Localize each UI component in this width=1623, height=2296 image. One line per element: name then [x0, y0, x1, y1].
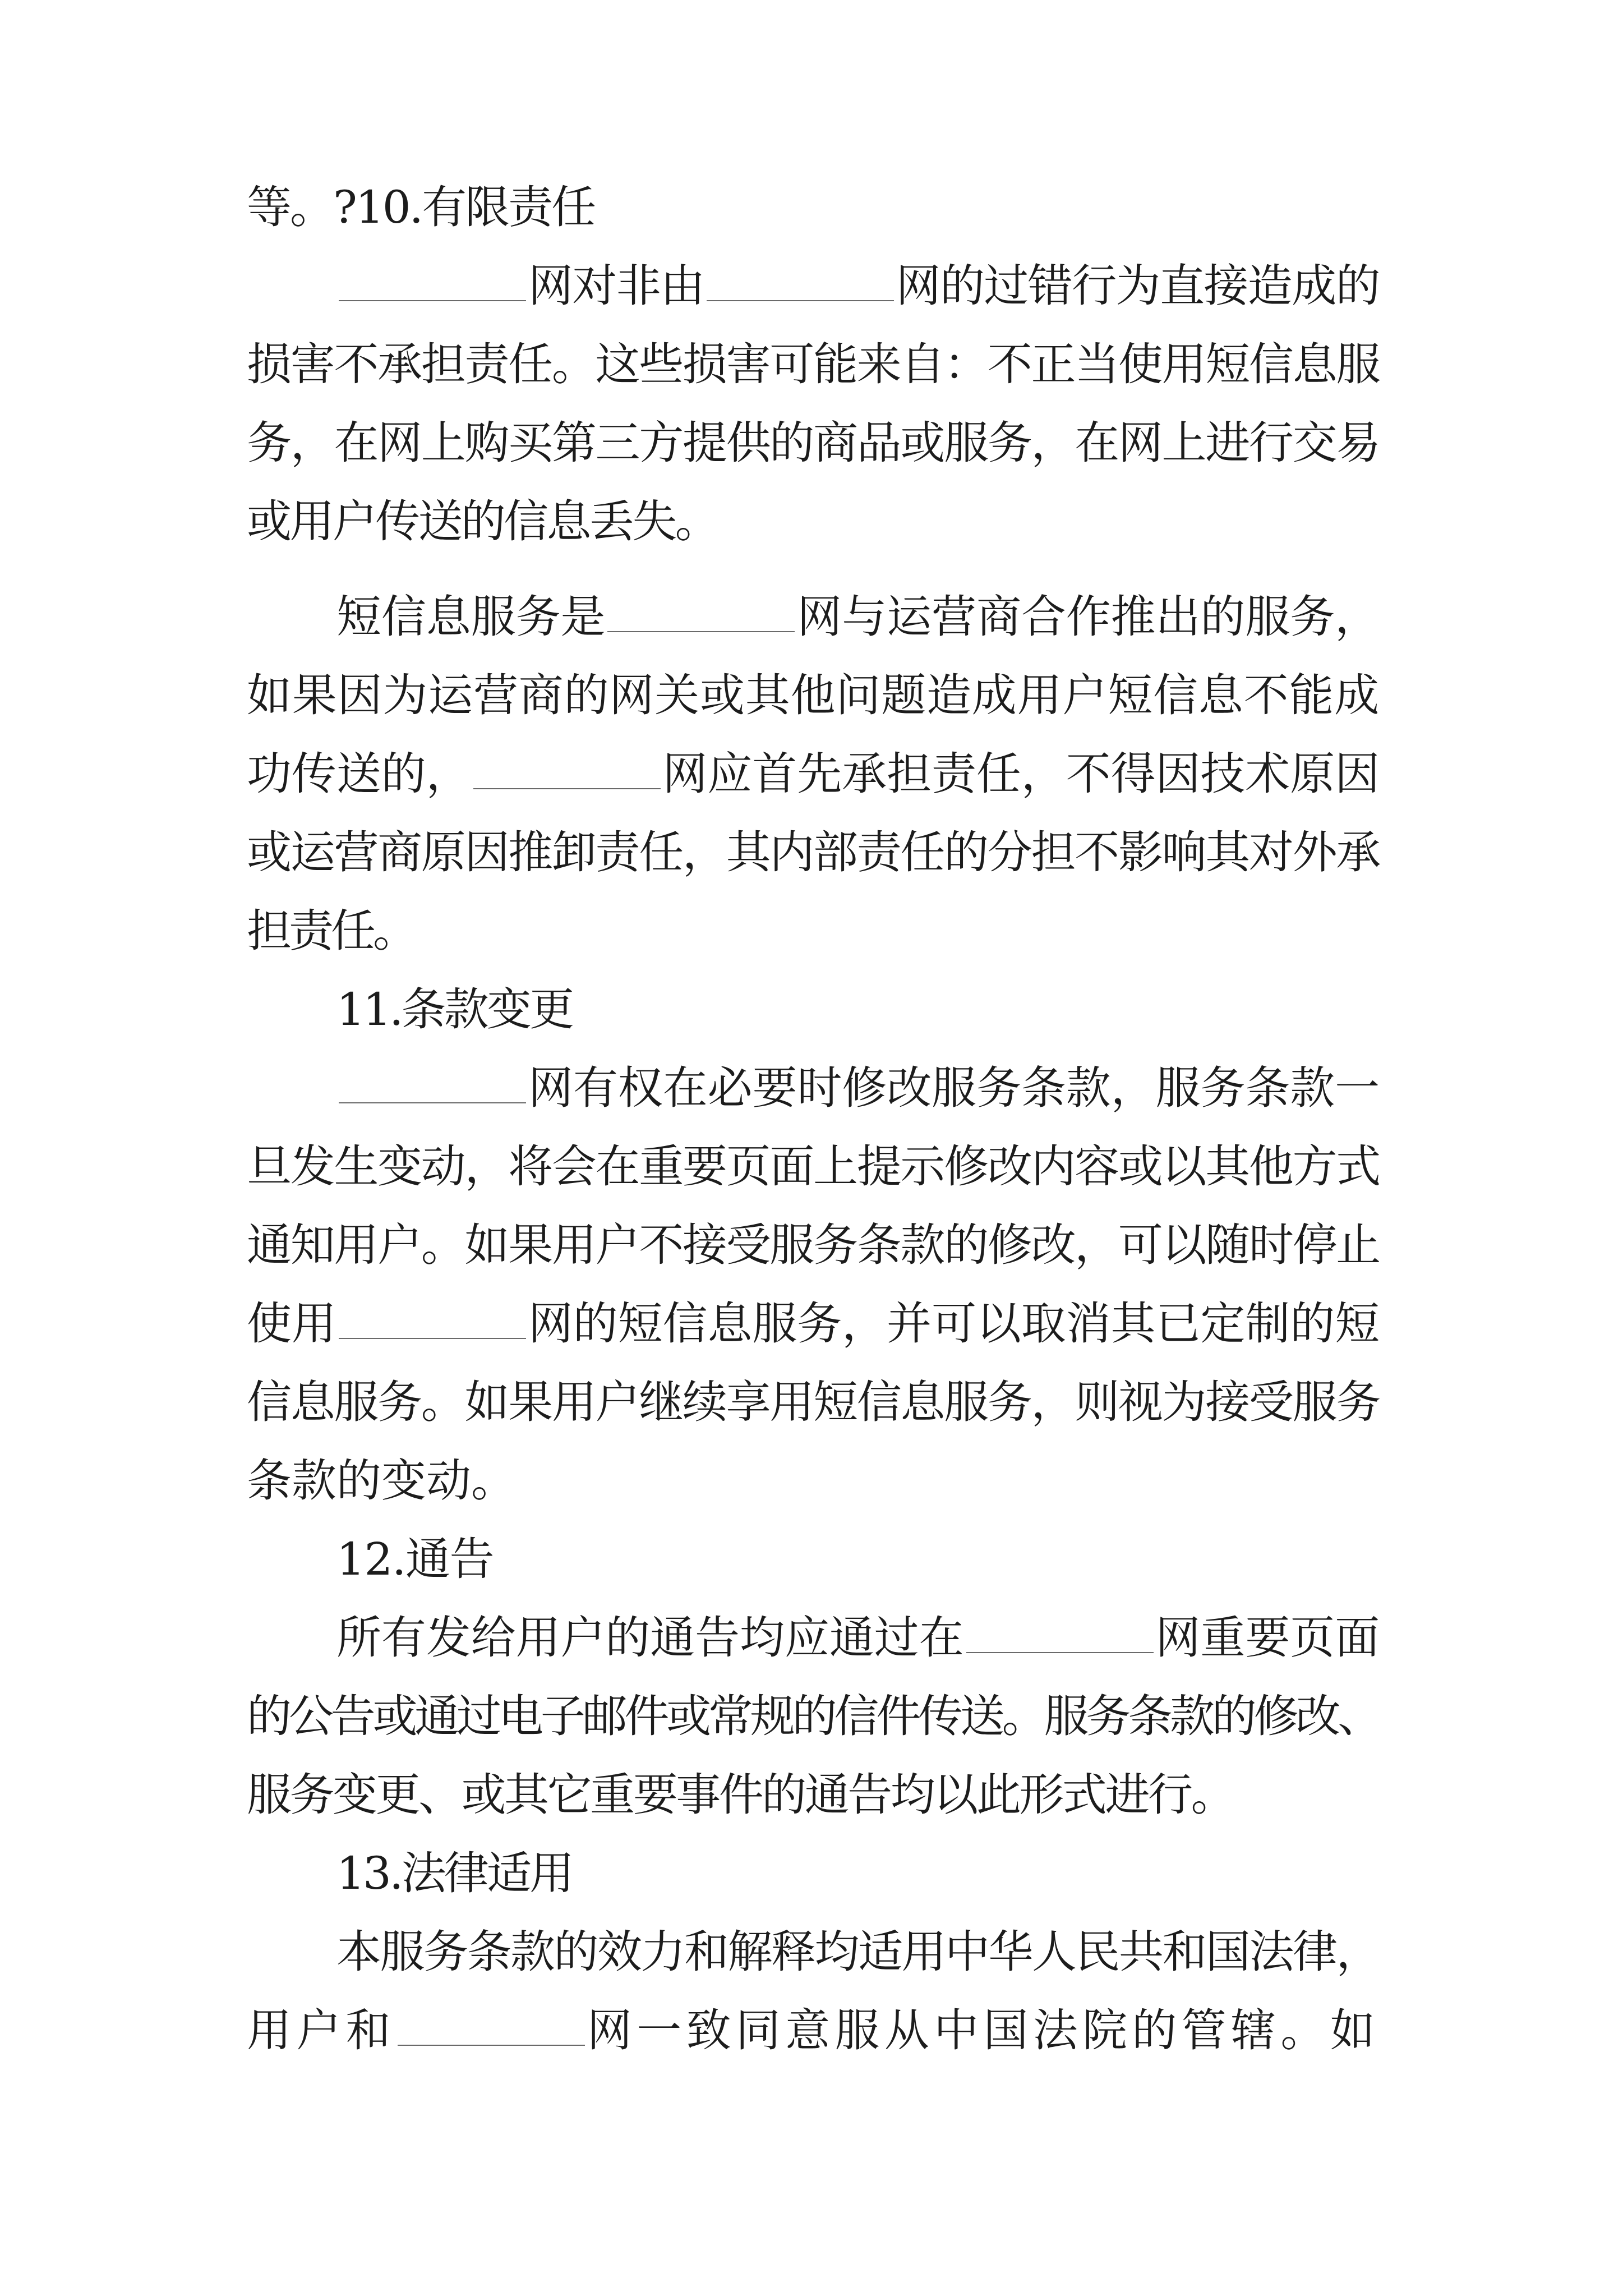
text-line: [336, 583, 1380, 651]
text-segment: 网的短信息服务，并可以取消其已定制的短: [528, 1297, 1380, 1350]
text-line: [336, 1840, 572, 1907]
text-segment: 担责任。: [247, 905, 415, 957]
fill-in-blank: [339, 1304, 526, 1339]
text-line: [336, 976, 572, 1043]
text-line: [247, 1369, 1380, 1436]
text-segment: 所有发给用户的通告均应通过在: [336, 1612, 964, 1664]
text-segment: 服务变更、或其它重要事件的通告均以此形式进行。: [247, 1769, 1234, 1821]
text-line: [336, 1055, 1380, 1122]
text-line: [336, 252, 1380, 320]
text-line: [336, 1526, 494, 1593]
fill-in-blank: [398, 2011, 585, 2046]
text-segment: 等。?10.有限责任: [247, 181, 595, 233]
text-line: [247, 1290, 1380, 1358]
text-line: [247, 1997, 1380, 2064]
text-segment: 本服务条款的效力和解释均适用中华人民共和国法律，: [336, 1926, 1380, 1978]
text-segment: 网应首先承担责任，不得因技术原因: [662, 748, 1380, 800]
text-segment: 或用户传送的信息丢失。: [247, 495, 718, 547]
fill-in-blank: [339, 1069, 526, 1103]
text-segment: 损害不承担责任。这些损害可能来自：不正当使用短信息服: [247, 338, 1380, 390]
text-line: [247, 331, 1380, 398]
text-line: [247, 1133, 1380, 1200]
text-segment: 11.条款变更: [336, 983, 573, 1036]
text-line: [247, 174, 594, 241]
text-segment: 使用: [247, 1297, 336, 1350]
text-segment: 通知用户。如果用户不接受服务条款的修改，可以随时停止: [247, 1219, 1380, 1271]
fill-in-blank: [707, 266, 894, 301]
text-segment: 网与运营商合作推出的服务，: [797, 591, 1380, 643]
text-line: [247, 1761, 1234, 1829]
text-segment: 条款的变动。: [247, 1455, 516, 1507]
text-segment: 13.法律适用: [336, 1847, 573, 1899]
text-segment: 或运营商原因推卸责任，其内部责任的分担不影响其对外承: [247, 826, 1380, 878]
text-segment: 旦发生变动，将会在重要页面上提示修改内容或以其他方式: [247, 1140, 1380, 1193]
text-segment: 功传送的，: [247, 748, 471, 800]
text-segment: 的公告或通过电子邮件或常规的信件传送。服务条款的修改、: [247, 1690, 1380, 1742]
text-segment: 网有权在必要时修改服务条款，服务条款一: [528, 1062, 1380, 1114]
text-segment: 用户和: [247, 2004, 395, 2056]
text-segment: 如果因为运营商的网关或其他问题造成用户短信息不能成: [247, 669, 1380, 721]
text-line: [247, 740, 1380, 808]
text-line: [247, 819, 1380, 886]
text-segment: 网一致同意服从中国法院的管辖。如: [587, 2004, 1380, 2056]
text-segment: 网的过错行为直接造成的: [896, 260, 1380, 312]
text-segment: 短信息服务是: [336, 591, 606, 643]
text-line: [247, 898, 415, 965]
text-line: [247, 488, 718, 555]
text-line: [336, 1918, 1380, 1986]
fill-in-blank: [473, 754, 661, 789]
text-line: [336, 1604, 1380, 1672]
fill-in-blank: [966, 1618, 1154, 1653]
text-segment: 信息服务。如果用户继续享用短信息服务，则视为接受服务: [247, 1376, 1380, 1428]
text-segment: 网对非由: [528, 260, 704, 312]
text-line: [247, 1447, 516, 1515]
fill-in-blank: [607, 597, 795, 632]
text-line: [247, 409, 1380, 477]
text-line: [247, 662, 1380, 729]
text-segment: 网重要页面: [1155, 1612, 1380, 1664]
text-line: [247, 1212, 1380, 1279]
text-segment: 12.通告: [336, 1533, 494, 1585]
fill-in-blank: [339, 266, 526, 301]
text-line: [247, 1683, 1380, 1750]
text-segment: 务，在网上购买第三方提供的商品或服务，在网上进行交易: [247, 417, 1380, 469]
